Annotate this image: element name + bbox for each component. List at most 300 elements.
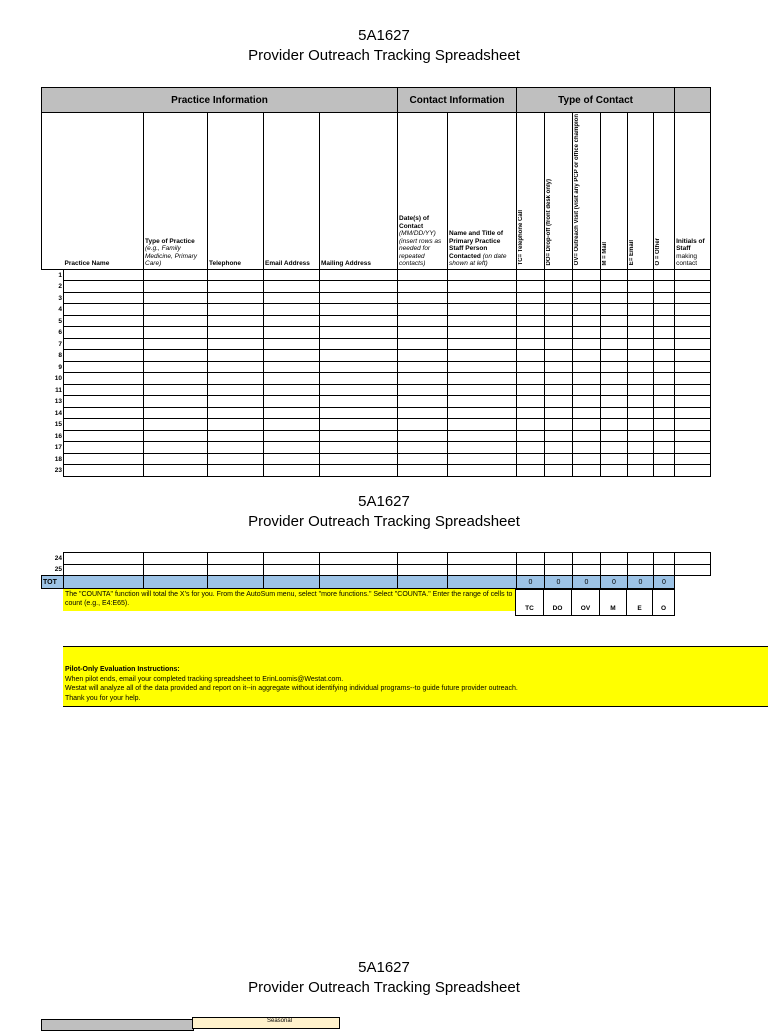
table-cell[interactable] [320, 292, 398, 304]
table-cell[interactable] [545, 373, 573, 385]
table-cell[interactable] [264, 419, 320, 431]
table-cell[interactable] [545, 338, 573, 350]
table-cell[interactable] [144, 315, 208, 327]
table-cell[interactable] [144, 419, 208, 431]
table-cell[interactable] [320, 373, 398, 385]
table-cell[interactable] [601, 430, 628, 442]
table-cell[interactable] [545, 453, 573, 465]
table-cell[interactable] [545, 350, 573, 362]
table-cell[interactable] [208, 338, 264, 350]
table-cell[interactable] [573, 396, 601, 408]
table-cell[interactable] [517, 384, 545, 396]
table-cell[interactable] [64, 396, 144, 408]
table-cell[interactable] [320, 564, 398, 576]
table-cell[interactable] [144, 361, 208, 373]
table-cell[interactable] [628, 442, 654, 454]
table-cell[interactable] [601, 361, 628, 373]
table-cell[interactable] [545, 327, 573, 339]
table-cell[interactable] [628, 465, 654, 477]
table-cell[interactable] [448, 281, 517, 293]
table-cell[interactable] [208, 350, 264, 362]
table-cell[interactable] [398, 350, 448, 362]
table-cell[interactable] [320, 327, 398, 339]
table-cell[interactable] [264, 373, 320, 385]
table-cell[interactable] [448, 361, 517, 373]
table-cell[interactable] [675, 430, 711, 442]
table-cell[interactable] [628, 292, 654, 304]
table-cell[interactable] [545, 304, 573, 316]
table-cell[interactable] [601, 269, 628, 281]
table-cell[interactable] [628, 407, 654, 419]
table-cell[interactable] [398, 465, 448, 477]
table-cell[interactable] [264, 327, 320, 339]
table-cell[interactable] [517, 453, 545, 465]
table-cell[interactable] [601, 373, 628, 385]
table-cell[interactable] [264, 553, 320, 565]
table-cell[interactable] [64, 453, 144, 465]
table-cell[interactable] [675, 304, 711, 316]
table-cell[interactable] [654, 281, 675, 293]
table-cell[interactable] [545, 281, 573, 293]
table-cell[interactable] [545, 292, 573, 304]
table-cell[interactable] [398, 315, 448, 327]
table-cell[interactable] [517, 396, 545, 408]
table-cell[interactable] [264, 315, 320, 327]
table-cell[interactable] [628, 453, 654, 465]
table-cell[interactable] [628, 315, 654, 327]
table-cell[interactable] [545, 407, 573, 419]
row-number: 23 [54, 467, 62, 475]
table-cell[interactable] [628, 269, 654, 281]
table-cell[interactable] [264, 269, 320, 281]
table-cell[interactable] [398, 361, 448, 373]
table-cell[interactable] [654, 419, 675, 431]
table-cell[interactable] [144, 292, 208, 304]
table-cell[interactable] [675, 350, 711, 362]
table-cell[interactable] [208, 292, 264, 304]
table-cell[interactable] [144, 407, 208, 419]
table-cell[interactable] [398, 564, 448, 576]
table-cell[interactable] [628, 430, 654, 442]
table-cell[interactable] [64, 327, 144, 339]
table-cell[interactable] [545, 465, 573, 477]
table-cell[interactable] [208, 553, 264, 565]
table-cell[interactable] [601, 304, 628, 316]
header-ov: OV= Outreach Visit (visit any PCP or office champion [573, 113, 601, 270]
table-cell[interactable] [545, 396, 573, 408]
table-cell[interactable] [398, 281, 448, 293]
table-cell[interactable] [573, 338, 601, 350]
pilot-line-2: Westat will analyze all of the data provided and report on it--in aggregate without identifying individual programs--to guide future provider outreach. [65, 685, 518, 692]
table-cell[interactable] [448, 407, 517, 419]
table-cell[interactable] [675, 281, 711, 293]
table-cell[interactable] [264, 281, 320, 293]
table-cell[interactable] [675, 373, 711, 385]
table-cell[interactable] [675, 553, 711, 565]
table-cell[interactable] [448, 396, 517, 408]
table-cell[interactable] [517, 350, 545, 362]
table-cell[interactable] [545, 419, 573, 431]
table-cell[interactable] [517, 315, 545, 327]
table-cell[interactable] [208, 373, 264, 385]
table-cell[interactable] [517, 269, 545, 281]
table-cell[interactable] [545, 315, 573, 327]
table-cell[interactable] [654, 553, 675, 565]
row-number: 11 [55, 386, 62, 394]
table-cell[interactable] [320, 442, 398, 454]
table-cell[interactable] [517, 373, 545, 385]
table-cell[interactable] [64, 361, 144, 373]
total-tc[interactable]: 0 [517, 576, 545, 589]
table-cell[interactable] [144, 453, 208, 465]
table-cell[interactable] [64, 564, 144, 576]
table-cell[interactable] [64, 442, 144, 454]
table-cell[interactable] [64, 292, 144, 304]
table-cell[interactable] [208, 453, 264, 465]
table-cell[interactable] [208, 442, 264, 454]
table-cell[interactable] [398, 327, 448, 339]
table-cell[interactable] [320, 465, 398, 477]
table-cell[interactable] [144, 269, 208, 281]
table-cell[interactable] [144, 304, 208, 316]
table-row [42, 327, 711, 339]
table-cell[interactable] [144, 327, 208, 339]
table-cell[interactable] [448, 564, 517, 576]
table-cell[interactable] [144, 465, 208, 477]
table-cell[interactable] [675, 315, 711, 327]
table-cell[interactable] [654, 361, 675, 373]
table-cell[interactable] [320, 407, 398, 419]
table-cell[interactable] [545, 269, 573, 281]
table-cell[interactable] [573, 373, 601, 385]
table-cell[interactable] [448, 304, 517, 316]
table-cell[interactable] [573, 304, 601, 316]
table-cell[interactable] [320, 419, 398, 431]
table-cell[interactable] [398, 292, 448, 304]
table-cell[interactable] [264, 338, 320, 350]
table-cell[interactable] [320, 553, 398, 565]
table-cell[interactable] [573, 327, 601, 339]
total-o[interactable]: 0 [654, 576, 675, 589]
row-number: 15 [54, 421, 62, 429]
table-cell[interactable] [398, 430, 448, 442]
table-cell[interactable] [573, 315, 601, 327]
table-cell[interactable] [320, 453, 398, 465]
table-cell[interactable] [64, 553, 144, 565]
table-cell[interactable] [448, 350, 517, 362]
table-cell[interactable] [144, 442, 208, 454]
table-cell[interactable] [628, 373, 654, 385]
table-cell[interactable] [144, 430, 208, 442]
table-cell[interactable] [64, 407, 144, 419]
table-cell[interactable] [545, 430, 573, 442]
table-cell[interactable] [208, 419, 264, 431]
table-cell[interactable] [208, 281, 264, 293]
table-cell[interactable] [517, 407, 545, 419]
table-cell[interactable] [654, 338, 675, 350]
table-cell[interactable] [64, 315, 144, 327]
table-cell[interactable] [208, 384, 264, 396]
total-ov[interactable]: 0 [573, 576, 601, 589]
table-cell[interactable] [264, 304, 320, 316]
table-cell[interactable] [573, 281, 601, 293]
table-cell[interactable] [398, 407, 448, 419]
table-cell[interactable] [264, 350, 320, 362]
table-cell[interactable] [264, 292, 320, 304]
table-cell[interactable] [517, 338, 545, 350]
table-cell[interactable] [448, 453, 517, 465]
table-cell[interactable] [64, 338, 144, 350]
table-cell[interactable] [628, 338, 654, 350]
table-cell[interactable] [517, 430, 545, 442]
table-cell[interactable] [264, 430, 320, 442]
table-cell[interactable] [675, 465, 711, 477]
table-cell[interactable] [675, 442, 711, 454]
table-cell[interactable] [144, 338, 208, 350]
table-cell[interactable] [601, 564, 628, 576]
table-cell[interactable] [601, 384, 628, 396]
table-cell[interactable] [628, 419, 654, 431]
table-cell[interactable] [64, 465, 144, 477]
table-cell[interactable] [573, 384, 601, 396]
table-cell[interactable] [398, 338, 448, 350]
table-cell[interactable] [320, 384, 398, 396]
table-cell[interactable] [64, 384, 144, 396]
table-cell[interactable] [320, 350, 398, 362]
total-do[interactable]: 0 [545, 576, 573, 589]
table-cell[interactable] [654, 442, 675, 454]
table-cell[interactable] [628, 327, 654, 339]
table-cell[interactable] [264, 396, 320, 408]
table-cell[interactable] [601, 453, 628, 465]
table-cell[interactable] [675, 292, 711, 304]
tracking-table [41, 87, 711, 477]
table-cell[interactable] [675, 453, 711, 465]
table-cell[interactable] [264, 407, 320, 419]
total-e[interactable]: 0 [628, 576, 654, 589]
table-cell[interactable] [573, 430, 601, 442]
table-cell[interactable] [398, 269, 448, 281]
table-cell[interactable] [208, 327, 264, 339]
table-cell[interactable] [320, 315, 398, 327]
row-number: 18 [54, 455, 62, 463]
table-cell[interactable] [675, 327, 711, 339]
table-cell[interactable] [398, 419, 448, 431]
table-cell[interactable] [320, 361, 398, 373]
table-cell[interactable] [144, 281, 208, 293]
table-cell[interactable] [545, 384, 573, 396]
table-cell[interactable] [654, 269, 675, 281]
table-cell[interactable] [517, 281, 545, 293]
table-row [42, 396, 711, 408]
table-cell[interactable] [573, 350, 601, 362]
table-cell[interactable] [320, 281, 398, 293]
table-cell[interactable] [654, 465, 675, 477]
table-cell[interactable] [601, 465, 628, 477]
table-cell[interactable] [398, 553, 448, 565]
table-cell[interactable] [398, 442, 448, 454]
table-cell[interactable] [628, 281, 654, 293]
table-cell[interactable] [144, 373, 208, 385]
table-cell[interactable] [601, 338, 628, 350]
table-cell[interactable] [448, 419, 517, 431]
table-cell[interactable] [264, 465, 320, 477]
table-cell[interactable] [64, 304, 144, 316]
table-cell[interactable] [573, 407, 601, 419]
table-cell[interactable] [601, 396, 628, 408]
table-cell[interactable] [545, 361, 573, 373]
table-cell[interactable] [320, 269, 398, 281]
table-cell[interactable] [675, 269, 711, 281]
table-cell[interactable] [601, 350, 628, 362]
table-cell[interactable] [573, 553, 601, 565]
table-cell[interactable] [573, 419, 601, 431]
table-cell[interactable] [208, 396, 264, 408]
table-cell[interactable] [398, 396, 448, 408]
table-cell[interactable] [654, 396, 675, 408]
table-cell[interactable] [517, 419, 545, 431]
table-cell[interactable] [654, 564, 675, 576]
table-cell[interactable] [517, 304, 545, 316]
table-cell[interactable] [628, 361, 654, 373]
table-cell[interactable] [654, 327, 675, 339]
table-cell[interactable] [448, 269, 517, 281]
table-cell[interactable] [654, 453, 675, 465]
table-cell[interactable] [448, 430, 517, 442]
table-cell[interactable] [573, 465, 601, 477]
total-m[interactable]: 0 [601, 576, 628, 589]
table-cell[interactable] [675, 564, 711, 576]
table-cell[interactable] [517, 553, 545, 565]
table-cell[interactable] [448, 338, 517, 350]
table-cell[interactable] [601, 407, 628, 419]
table-cell[interactable] [628, 553, 654, 565]
table-cell[interactable] [628, 304, 654, 316]
table-cell[interactable] [573, 269, 601, 281]
table-cell[interactable] [208, 430, 264, 442]
table-cell[interactable] [601, 292, 628, 304]
table-cell[interactable] [654, 373, 675, 385]
table-cell[interactable] [601, 281, 628, 293]
table-cell[interactable] [448, 465, 517, 477]
table-cell[interactable] [628, 384, 654, 396]
header-rownum [42, 113, 64, 270]
table-row [42, 338, 711, 350]
table-cell[interactable] [398, 373, 448, 385]
table-cell[interactable] [264, 384, 320, 396]
table-cell[interactable] [628, 350, 654, 362]
table-cell[interactable] [398, 384, 448, 396]
table-cell[interactable] [573, 361, 601, 373]
table-cell[interactable] [628, 564, 654, 576]
table-cell[interactable] [398, 453, 448, 465]
table-cell[interactable] [654, 315, 675, 327]
table-cell[interactable] [208, 361, 264, 373]
table-cell[interactable] [601, 419, 628, 431]
table-cell[interactable] [545, 564, 573, 576]
table-cell[interactable] [654, 430, 675, 442]
table-cell[interactable] [654, 292, 675, 304]
table-cell[interactable] [654, 384, 675, 396]
row-number: 13 [54, 398, 62, 406]
table-cell[interactable] [64, 430, 144, 442]
table-cell[interactable] [264, 442, 320, 454]
table-cell[interactable] [517, 292, 545, 304]
table-cell[interactable] [208, 465, 264, 477]
table-cell[interactable] [675, 396, 711, 408]
code-tc: TC [516, 590, 544, 616]
table-cell[interactable] [448, 442, 517, 454]
table-cell[interactable] [601, 327, 628, 339]
table-cell[interactable] [64, 350, 144, 362]
table-cell[interactable] [320, 430, 398, 442]
table-cell[interactable] [208, 315, 264, 327]
table-cell[interactable] [448, 384, 517, 396]
table-cell[interactable] [675, 338, 711, 350]
table-cell[interactable] [654, 304, 675, 316]
table-cell[interactable] [448, 292, 517, 304]
table-cell[interactable] [448, 327, 517, 339]
table-cell[interactable] [545, 553, 573, 565]
table-cell[interactable] [208, 304, 264, 316]
table-cell[interactable] [64, 281, 144, 293]
table-cell[interactable] [448, 315, 517, 327]
table-cell[interactable] [208, 269, 264, 281]
table-cell[interactable] [64, 373, 144, 385]
table-cell[interactable] [517, 442, 545, 454]
table-cell[interactable] [675, 384, 711, 396]
table-cell[interactable] [601, 315, 628, 327]
table-cell[interactable] [654, 350, 675, 362]
table-cell[interactable] [64, 419, 144, 431]
table-cell[interactable] [545, 442, 573, 454]
table-cell[interactable] [628, 396, 654, 408]
table-cell[interactable] [144, 564, 208, 576]
table-cell[interactable] [320, 396, 398, 408]
table-cell[interactable] [573, 292, 601, 304]
table-cell[interactable] [675, 407, 711, 419]
table-cell[interactable] [144, 350, 208, 362]
table-cell[interactable] [675, 419, 711, 431]
table-cell[interactable] [448, 373, 517, 385]
table-cell[interactable] [264, 564, 320, 576]
table-cell[interactable] [654, 407, 675, 419]
table-cell[interactable] [517, 564, 545, 576]
table-cell[interactable] [398, 304, 448, 316]
table-cell[interactable] [448, 553, 517, 565]
table-cell[interactable] [601, 442, 628, 454]
table-cell[interactable] [64, 269, 144, 281]
header-practice-name: Practice Name [64, 113, 144, 270]
table-cell[interactable] [573, 442, 601, 454]
table-cell[interactable] [517, 327, 545, 339]
table-cell[interactable] [320, 304, 398, 316]
table-cell[interactable] [264, 453, 320, 465]
table-cell[interactable] [320, 338, 398, 350]
table-cell[interactable] [517, 465, 545, 477]
table-cell[interactable] [208, 564, 264, 576]
table-cell[interactable] [144, 553, 208, 565]
table-cell[interactable] [601, 553, 628, 565]
table-cell[interactable] [264, 361, 320, 373]
table-cell[interactable] [517, 361, 545, 373]
table-cell[interactable] [573, 453, 601, 465]
table-cell[interactable] [573, 564, 601, 576]
table-cell[interactable] [675, 361, 711, 373]
table-cell[interactable] [144, 396, 208, 408]
table-cell[interactable] [208, 407, 264, 419]
table-cell[interactable] [144, 384, 208, 396]
